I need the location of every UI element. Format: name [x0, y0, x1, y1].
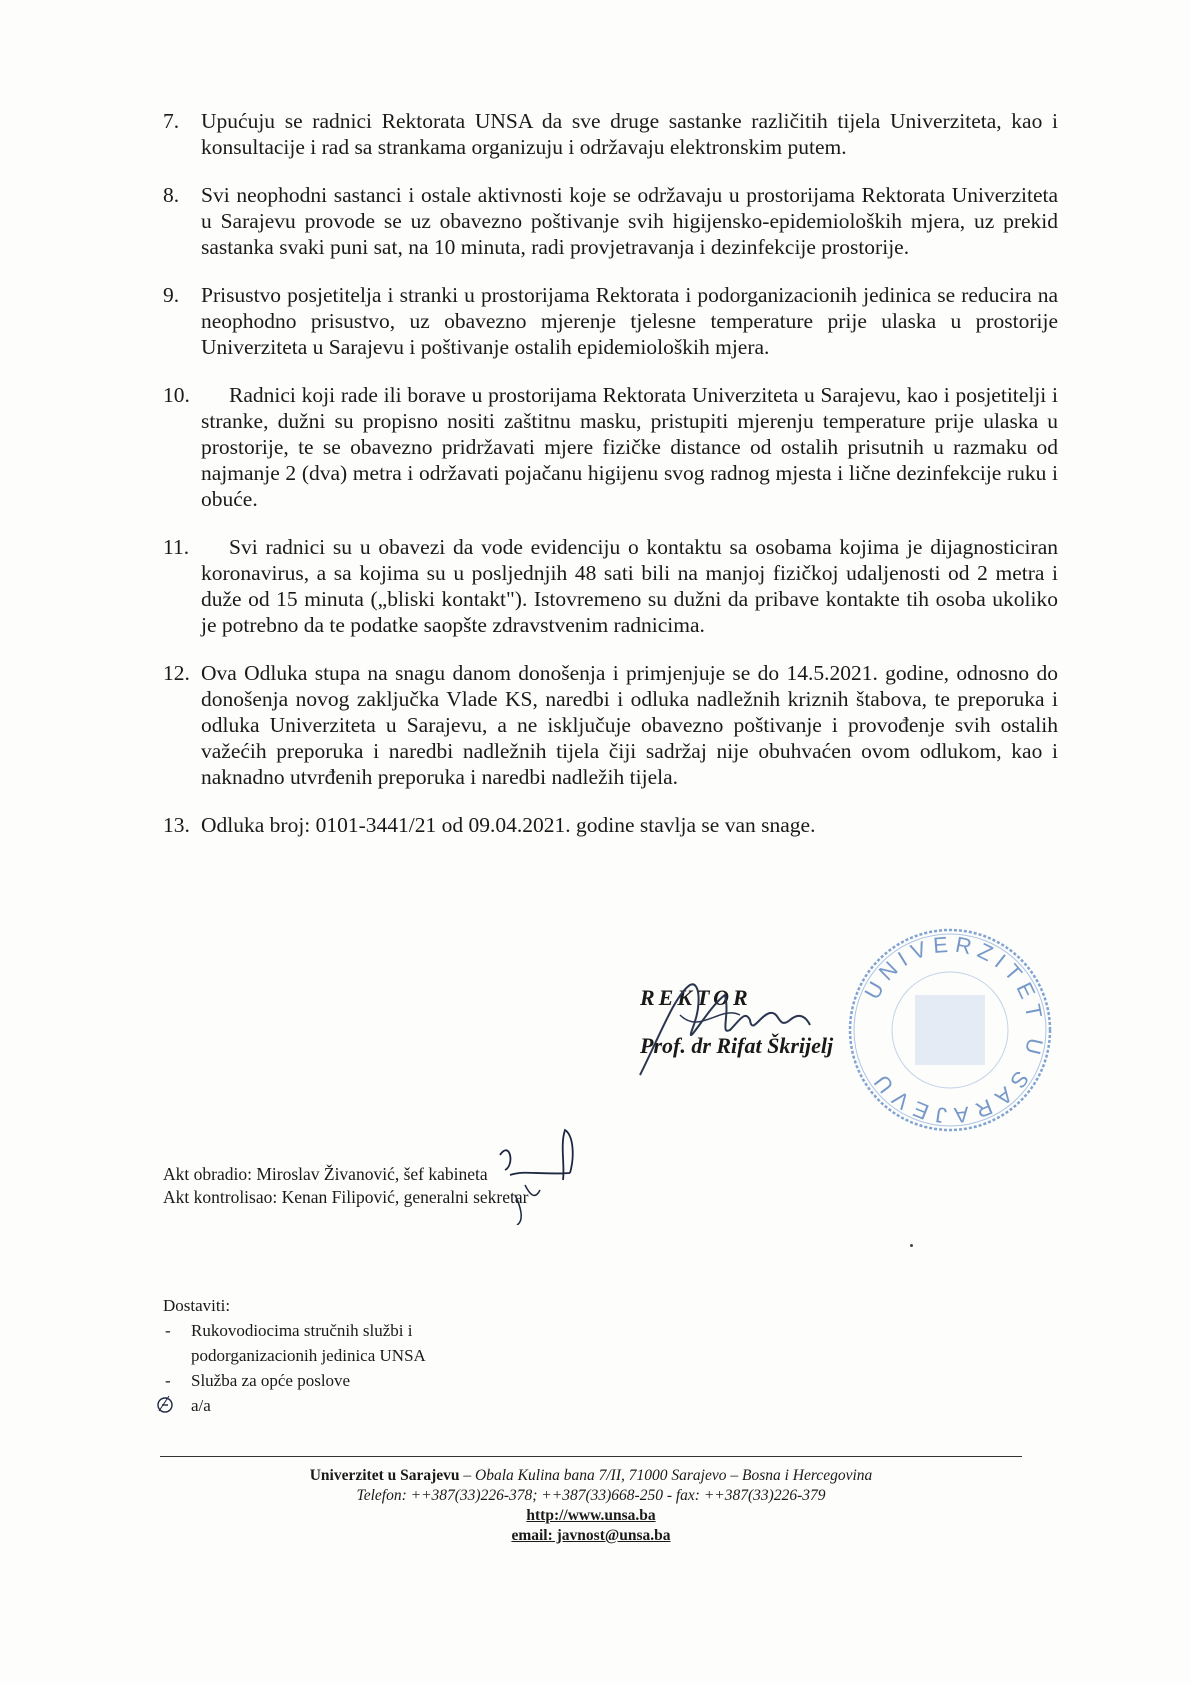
distribution-item — [163, 1393, 426, 1418]
footer-address: – Obala Kulina bana 7/II, 71000 Sarajevo – Bosna i Hercegovina — [459, 1467, 873, 1484]
circle-mark-icon — [155, 1393, 175, 1422]
item-text: Svi neophodni sastanci i ostale aktivnosti koje se održavaju u prostorijama Rektorata Univerziteta u Sarajevu provode se uz obavezno poštivanje svih higijensko-epidemioloških mjera, uz prekid sastanka svaki puni sat, na 10 minuta, radi provjetravanja i dezinfekcije prostorije. — [201, 183, 1058, 259]
item-text: Ova Odluka stupa na snagu danom donošenja i primjenjuje se do 14.5.2021. godine, odnosno do donošenja novog zaključka Vlade KS, naredbi i odluka nadležnih kriznih štabova, te preporuka i odluka Univerziteta u Sarajevu, a ne isključuje obavezno poštivanje i provođenje svih ostalih važećih preporuka i naredbi nadležnih tijela čiji sadržaj nije obuhvaćen ovom odlukom, kao i naknadno utvrđenih preporuka i naredbi nadležih tijela. — [201, 661, 1058, 789]
footer-email-link[interactable]: email: javnost@unsa.ba — [511, 1527, 671, 1544]
item-text: Prisustvo posjetitelja i stranki u prostorijama Rektorata i podorganizacionih jedinica se reducira na neophodno prisustvo, uz obavezno mjerenje tjelesne temperature prije ulaska u prostorije Univerziteta u Sarajevu i poštivanje ostalih epidemioloških mjera. — [201, 283, 1058, 359]
footer-web-link[interactable]: http://www.unsa.ba — [526, 1507, 656, 1524]
item-number: 10. — [163, 383, 190, 407]
scan-artifact — [40, 30, 100, 50]
controlled-by-line: Akt kontrolisao: Kenan Filipović, generalni sekretar — [163, 1187, 529, 1207]
item-text: Radnici koji rade ili borave u prostorijama Rektorata Univerziteta u Sarajevu, kao i posjetitelji i stranke, dužni su propisno nositi zaštitnu masku, pristupiti mjerenju temperature prije ulaska u prostorije, te se obavezno pridržavati mjere fizičke distance od ostalih prisutnih u razmaku od najmanje 2 (dva) metra i održavati pojačanu higijenu svog radnog mjesta i lične dezinfekcije ruku i obuće. — [201, 383, 1058, 511]
distribution-item — [163, 1318, 426, 1343]
item-number: 11. — [163, 535, 190, 559]
seal-lettering: UNIVERZITET U SARAJEVU — [859, 931, 1049, 1129]
item-number: 12. — [163, 661, 190, 685]
list-item — [163, 382, 1058, 512]
signatory-title: REKTOR — [640, 985, 752, 1010]
distribution-list — [163, 1293, 426, 1418]
prepared-by-block — [163, 1163, 528, 1209]
letterhead-footer — [160, 1466, 1022, 1546]
distribution-item — [163, 1343, 426, 1368]
list-item — [163, 812, 1058, 838]
prepared-by-line: Akt obradio: Miroslav Živanović, šef kabineta — [163, 1164, 488, 1184]
decision-items — [163, 108, 1058, 860]
item-text: Svi radnici su u obavezi da vode evidenciju o kontaktu sa osobama kojima je dijagnosticiran koronavirus, a sa kojima su u posljednjih 48 sati bili na manjoj fizičkoj udaljenosti od 2 metra i duže od 15 minuta („bliski kontakt"). Istovremeno su dužni da pribave kontakte tih osoba ukoliko je potrebno da te podatke saopšte zdravstvenim radnicima. — [201, 535, 1058, 637]
list-item — [163, 534, 1058, 638]
distribution-heading: Dostaviti: — [163, 1296, 231, 1315]
item-text: Upućuju se radnici Rektorata UNSA da sve druge sastanke različitih tijela Univerziteta, kao i konsultacije i rad sa strankama organizuju i održavaju elektronskim putem. — [201, 109, 1058, 159]
distribution-text: a/a — [191, 1396, 211, 1415]
list-item — [163, 282, 1058, 360]
list-item — [163, 108, 1058, 160]
scan-dot — [910, 1244, 913, 1247]
signatory-name: Prof. dr Rifat Škrijelj — [640, 1033, 834, 1058]
list-item — [163, 182, 1058, 260]
footer-phone: Telefon: ++387(33)226-378; ++387(33)668-250 - fax: ++387(33)226-379 — [356, 1487, 826, 1504]
item-text: Odluka broj: 0101-3441/21 od 09.04.2021. godine stavlja se van snage. — [201, 813, 816, 837]
distribution-item — [163, 1368, 426, 1393]
list-item — [163, 660, 1058, 790]
item-number: 9. — [163, 283, 180, 307]
item-number: 8. — [163, 183, 180, 207]
initials-signature-icon — [495, 1125, 615, 1225]
distribution-text: podorganizacionih jedinica UNSA — [191, 1346, 426, 1365]
list-marker: - — [165, 1321, 171, 1340]
item-number: 13. — [163, 813, 190, 837]
distribution-text: Služba za opće poslove — [191, 1371, 351, 1390]
list-marker: - — [165, 1371, 171, 1390]
item-number: 7. — [163, 109, 180, 133]
distribution-text: Rukovodiocima stručnih službi i — [191, 1321, 413, 1340]
footer-org: Univerzitet u Sarajevu — [309, 1467, 460, 1484]
handwritten-signature-icon — [630, 975, 860, 1085]
footer-divider — [160, 1456, 1022, 1457]
